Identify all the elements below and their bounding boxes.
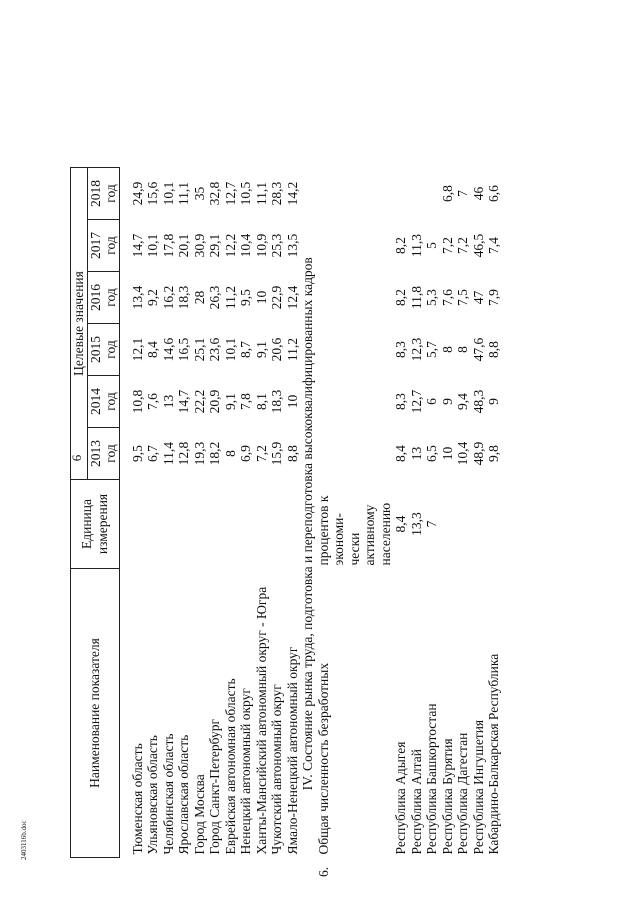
value-cell: 18,2	[207, 441, 223, 466]
table-row	[176, 168, 192, 881]
value-cell: 12,7	[408, 389, 424, 414]
value-cell: 16,2	[160, 285, 176, 310]
value-cell: 35	[191, 186, 207, 201]
table-row	[207, 168, 223, 881]
value-cell: 7,5	[455, 289, 471, 306]
item-name: Общая численность безработных	[315, 662, 331, 855]
section-title: IV. Состояние рынка труда, подготовка и переподготовка высококвалифицированных кадров	[300, 257, 316, 791]
value-cell: 22,9	[269, 285, 285, 310]
value-cell: 7,2	[439, 237, 455, 254]
page-number: 6	[69, 454, 84, 462]
section-title-row	[300, 168, 316, 881]
value-cell: 10,4	[238, 233, 254, 258]
value-cell: 28,3	[269, 181, 285, 206]
value-cell: 22,2	[191, 389, 207, 414]
value-cell: 15,9	[269, 441, 285, 466]
table-row	[269, 168, 285, 881]
value-cell: 8,4	[145, 341, 161, 358]
header-unit: Единица измерения	[71, 480, 120, 569]
rotated-page	[70, 20, 630, 880]
indicators-table	[70, 167, 502, 880]
header-year: 2016 год	[87, 272, 119, 324]
value-cell: 13,3	[408, 512, 424, 536]
header-year: 2015 год	[87, 324, 119, 376]
region-name: Ярославская область	[176, 734, 192, 855]
region-name: Республика Бурятия	[439, 738, 455, 855]
table-body-regions-2	[393, 168, 502, 881]
region-name: Кабардино-Балкарская Республика	[486, 653, 502, 855]
value-cell: 6,8	[439, 185, 455, 202]
value-cell: 10	[284, 394, 300, 409]
value-cell: 23,6	[207, 337, 223, 362]
value-cell: 5,7	[424, 341, 440, 358]
header-num-cell	[71, 858, 88, 881]
table-row	[223, 168, 239, 881]
value-cell: 11,4	[160, 441, 176, 466]
header-targets: Целевые значения	[71, 168, 88, 480]
value-cell: 12,8	[176, 441, 192, 466]
value-cell: 14,2	[284, 181, 300, 206]
value-cell: 12,7	[222, 181, 238, 206]
document-code: 2403116b.doc	[20, 820, 28, 860]
table-row	[486, 168, 502, 881]
value-cell: 7,8	[238, 393, 254, 410]
region-name: Ханты-Мансийский автономный округ - Югра	[253, 586, 269, 855]
region-name: Ямало-Ненецкий автономный округ	[284, 646, 300, 855]
value-cell: 19,3	[191, 441, 207, 466]
value-cell: 8,2	[393, 237, 409, 254]
region-name: Республика Ингушетия	[470, 719, 486, 855]
value-cell: 6,5	[424, 445, 440, 462]
table-header-row	[71, 168, 88, 881]
value-cell: 8,4	[393, 515, 409, 533]
value-cell: 20,9	[207, 389, 223, 414]
value-cell: 7,6	[145, 393, 161, 410]
table-row	[424, 168, 440, 881]
value-cell: 30,9	[191, 233, 207, 258]
header-year: 2014 год	[87, 376, 119, 428]
value-cell: 46,5	[470, 233, 486, 258]
table-row	[145, 168, 161, 881]
value-cell: 8,3	[393, 393, 409, 410]
value-cell: 5	[424, 242, 440, 249]
value-cell: 8,3	[393, 341, 409, 358]
header-year: 2018 год	[87, 168, 119, 220]
value-cell: 5,3	[424, 289, 440, 306]
value-cell: 6,7	[145, 445, 161, 462]
value-cell: 7,2	[253, 445, 269, 462]
table-section	[300, 168, 393, 881]
region-name: Республика Башкортостан	[424, 703, 440, 855]
header-year: 2013 год	[87, 428, 119, 480]
value-cell: 48,9	[470, 441, 486, 466]
region-name: Челябинская область	[160, 733, 176, 855]
value-cell: 6	[424, 398, 440, 405]
region-name: Чукотский автономный округ	[269, 684, 285, 855]
value-cell: 8	[222, 450, 238, 457]
value-cell: 28	[191, 290, 207, 305]
value-cell: 9,5	[238, 289, 254, 306]
value-cell: 11,2	[222, 285, 238, 310]
region-name: Город Санкт-Петербург	[207, 719, 223, 855]
table-row	[161, 168, 177, 881]
value-cell: 7	[455, 190, 471, 197]
value-cell: 7,6	[439, 289, 455, 306]
value-cell: 9,2	[145, 289, 161, 306]
value-cell: 10,1	[160, 181, 176, 206]
value-cell: 9,5	[129, 445, 145, 462]
region-name: Республика Алтай	[408, 749, 424, 855]
value-cell: 13,5	[284, 233, 300, 258]
value-cell: 17,8	[160, 233, 176, 258]
value-cell: 12,3	[408, 337, 424, 362]
value-cell: 18,3	[269, 389, 285, 414]
value-cell: 10	[439, 446, 455, 461]
value-cell: 16,5	[176, 337, 192, 362]
value-cell: 7,4	[486, 237, 502, 254]
table-row	[285, 168, 301, 881]
value-cell: 11,8	[408, 285, 424, 310]
value-cell: 10,1	[145, 233, 161, 258]
value-cell: 15,6	[145, 181, 161, 206]
value-cell: 29,1	[207, 233, 223, 258]
table-row	[440, 168, 456, 881]
table-row	[455, 168, 471, 881]
value-cell: 46	[470, 186, 486, 201]
table-row	[471, 168, 487, 881]
value-cell: 9	[439, 398, 455, 405]
value-cell: 8,2	[393, 289, 409, 306]
table-row	[409, 168, 425, 881]
value-cell: 24,9	[129, 181, 145, 206]
value-cell: 12,1	[129, 337, 145, 362]
value-cell: 18,3	[176, 285, 192, 310]
value-cell: 20,6	[269, 337, 285, 362]
table-body-regions-1	[119, 168, 300, 881]
region-name: Ненецкий автономный округ	[238, 688, 254, 855]
table-row	[192, 168, 208, 881]
value-cell: 7,9	[486, 289, 502, 306]
value-cell: 8	[439, 346, 455, 353]
value-cell: 20,1	[176, 233, 192, 258]
region-name: Республика Дагестан	[455, 732, 471, 855]
value-cell: 12,2	[222, 233, 238, 258]
value-cell: 7	[424, 520, 440, 528]
value-cell: 11,3	[408, 233, 424, 258]
value-cell: 11,1	[253, 181, 269, 206]
region-name: Ульяновская область	[145, 735, 161, 855]
value-cell: 25,1	[191, 337, 207, 362]
value-cell: 14,6	[160, 337, 176, 362]
value-cell: 13	[160, 394, 176, 409]
header-indicator: Наименование показателя	[71, 569, 120, 858]
value-cell: 10,9	[253, 233, 269, 258]
value-cell: 13,4	[129, 285, 145, 310]
value-cell: 48,3	[470, 389, 486, 414]
table-row	[393, 168, 409, 881]
item-unit: процентов к экономи-чески активному населению	[315, 495, 393, 566]
value-cell: 8,8	[486, 341, 502, 358]
table-row	[254, 168, 270, 881]
value-cell: 6,6	[486, 185, 502, 202]
value-cell: 14,7	[129, 233, 145, 258]
value-cell: 10,5	[238, 181, 254, 206]
table-row	[130, 168, 146, 881]
value-cell: 10,8	[129, 389, 145, 414]
value-cell: 26,3	[207, 285, 223, 310]
value-cell: 13	[408, 446, 424, 461]
region-name: Город Москва	[191, 774, 207, 855]
item-row	[316, 168, 394, 881]
value-cell: 7,2	[455, 237, 471, 254]
value-cell: 9,8	[486, 445, 502, 462]
value-cell: 11,1	[176, 181, 192, 206]
value-cell: 9	[486, 398, 502, 405]
value-cell: 6,9	[238, 445, 254, 462]
value-cell: 8	[455, 346, 471, 353]
table-row	[238, 168, 254, 881]
value-cell: 10	[253, 290, 269, 305]
value-cell: 8,4	[393, 445, 409, 462]
region-name: Республика Адыгея	[393, 741, 409, 855]
value-cell: 8,1	[253, 393, 269, 410]
value-cell: 10,1	[222, 337, 238, 362]
item-number: 6.	[315, 866, 331, 877]
header-year: 2017 год	[87, 220, 119, 272]
value-cell: 10,4	[455, 441, 471, 466]
value-cell: 47	[470, 290, 486, 305]
value-cell: 8,7	[238, 341, 254, 358]
value-cell: 32,8	[207, 181, 223, 206]
value-cell: 8,8	[284, 445, 300, 462]
value-cell: 9,1	[222, 393, 238, 410]
value-cell: 9,4	[455, 393, 471, 410]
value-cell: 14,7	[176, 389, 192, 414]
value-cell: 12,4	[284, 285, 300, 310]
value-cell: 9,1	[253, 341, 269, 358]
value-cell: 11,2	[284, 337, 300, 362]
region-name: Еврейская автономная область	[222, 678, 238, 855]
value-cell: 25,3	[269, 233, 285, 258]
region-name: Тюменская область	[129, 743, 145, 855]
value-cell: 47,6	[470, 337, 486, 362]
